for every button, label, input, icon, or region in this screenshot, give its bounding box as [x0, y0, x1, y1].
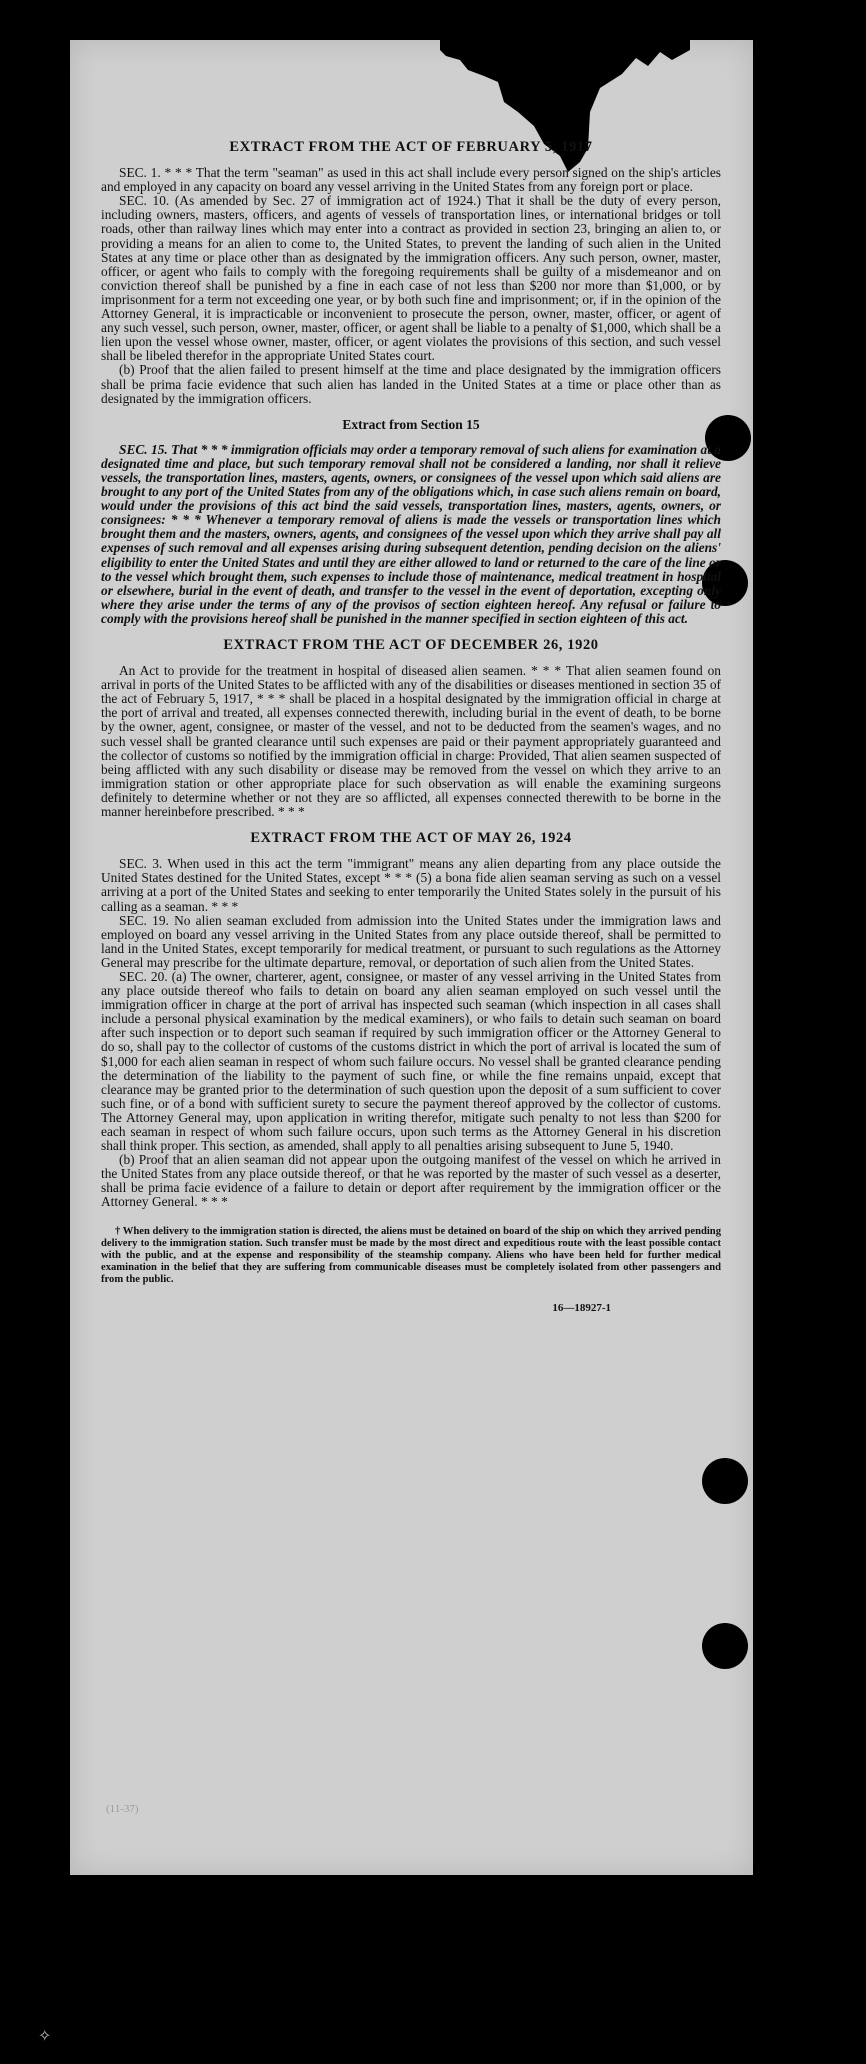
- act-1924-title: EXTRACT FROM THE ACT OF MAY 26, 1924: [250, 830, 572, 847]
- sec-1-paragraph: SEC. 1. * * * That the term "seaman" as used in this act shall include every person signed on the ship's articles and employed in any capacity on board any vessel arriving in the United States from any foreign port or place.: [101, 165, 721, 195]
- scanner-mark-icon: ✧: [38, 2028, 52, 2045]
- punch-hole-4: [702, 1623, 748, 1669]
- document-body: [101, 140, 721, 1315]
- form-number: 16—18927-1: [552, 1301, 611, 1314]
- faded-stamp: (11-37): [106, 1803, 139, 1815]
- sec-19-paragraph: SEC. 19. No alien seaman excluded from admission into the United States under the immigration laws and employed on board any vessel arriving in the United States from any place outside thereof, shall be permitted to land in the United States, except temporarily for medical treatment, or pursuant to such regulations as the Attorney General may prescribe for the ultimate departure, removal, or deportation of such alien from the United States.: [101, 912, 721, 970]
- sec-20-a-paragraph: SEC. 20. (a) The owner, charterer, agent, consignee, or master of any vessel arriving in the United States from any place outside thereof who fails to detain on board any alien seaman employed on such vessel until the immigration officer in charge at the port of arrival has inspected such seaman (which inspection in all cases shall include a personal physical examination by the medical examiners), or who fails to detain such seaman on board after such inspection or to deport such seaman if required by such immigration officer or the Attorney General to do so, shall pay to the collector of customs of the customs district in which the port of arrival is located the sum of $1,000 for each alien seaman in respect of whom such failure occurs. No vessel shall be granted clearance pending the determination of the liability to the payment of such fine, or while the fine remains unpaid, except that clearance may be granted prior to the determination of such question upon the deposit of a sum sufficient to cover such fine, or of a bond with sufficient surety to secure the payment thereof approved by the collector of customs. The Attorney General may, upon application in writing therefor, mitigate such penalty to not less than $200 for each seaman in respect of whom such failure occurs, upon such terms as the Attorney General in his discretion shall think proper. This section, as amended, shall apply to all penalties arising subsequent to June 5, 1940.: [101, 968, 721, 1154]
- sec-10-paragraph: SEC. 10. (As amended by Sec. 27 of immigration act of 1924.) That it shall be the duty of every person, including owners, masters, officers, and agents of vessels of transportation lines, or international bridges or toll roads, other than railway lines which may enter into a contract as provided in section 23, bringing an alien to, or providing a means for an alien to come to, the United States, to prevent the landing of such alien in the United States at any time or place other than as designated by the immigration officers. Any such person, owner, master, officer, or agent who fails to comply with the foregoing requirements shall be guilty of a misdemeanor and on conviction thereof shall be punished by a fine in each case of not less than $200 nor more than $1,000, or by imprisonment for a term not exceeding one year, or by both such fine and imprisonment; or, if in the opinion of the Attorney General, it is impracticable or inconvenient to prosecute the person, owner, master, officer, or agent of any such vessel, such person, owner, master, officer, or agent shall be liable to a penalty of $1,000, which shall be a lien upon the vessel whose owner, master, officer, or agent violates the provisions of this section, and such vessel shall be libeled therefor in the appropriate United States court.: [101, 193, 721, 364]
- sec-20-b-paragraph: (b) Proof that an alien seaman did not appear upon the outgoing manifest of the vessel on which he arrived in the United States from any place outside thereof, or that he was reported by the master of such vessel as a deserter, shall be prima facie evidence of a failure to detain or deport after requirement by the immigration officer or the Attorney General. * * *: [101, 1152, 721, 1210]
- sec-10-b-paragraph: (b) Proof that the alien failed to present himself at the time and place designated by the immigration officers shall be prima facie evidence that such alien has landed in the United States at a time or place other than as designated by the immigration officers.: [101, 362, 721, 406]
- document-page: [70, 40, 753, 1875]
- footnote-text: † When delivery to the immigration station is directed, the aliens must be detained on board of the ship on which they arrived pending delivery to the immigration station. Such transfer must be made by the most direct and expeditious route with the least possible contact with the public, and at the expense and responsibility of the steamship company. Aliens who have been held for further medical examination in the belief that they are suffering from communicable diseases must be completely isolated from other passengers and from the public.: [101, 1225, 721, 1286]
- sec-3-paragraph: SEC. 3. When used in this act the term "immigrant" means any alien departing from any place outside the United States destined for the United States, except * * * (5) a bona fide alien seaman serving as such on a vessel arriving at a port of the United States and seeking to enter temporarily the United States solely in the pursuit of his calling as a seaman. * * *: [101, 856, 721, 914]
- footnote: [101, 1226, 721, 1287]
- punch-hole-3: [702, 1458, 748, 1504]
- act-1920-paragraph: An Act to provide for the treatment in hospital of diseased alien seamen. * * * That alien seamen found on arrival in ports of the United States to be afflicted with any of the disabilities or diseases mentioned in section 35 of the act of February 5, 1917, * * * shall be placed in a hospital designated by the immigration official in charge at the port of arrival and treated, all expenses connected therewith, including burial in the event of death, to be borne by the owner, agent, consignee, or master of the vessel, and not to be deducted from the seamen's wages, and no such vessel shall be granted clearance until such expenses are paid or their payment appropriately guaranteed and the collector of customs so notified by the immigration official in charge: Provided, That alien seamen suspected of being afflicted with any such disability or disease may be removed from the vessel on which they arrive to an immigration station or other appropriate place for such observation as will enable the examining surgeons definitely to determine whether or not they are so afflicted, all expenses connected therewith to be borne in the manner hereinbefore prescribed. * * *: [101, 663, 721, 820]
- act-1917-title: EXTRACT FROM THE ACT OF FEBRUARY 5, 1917: [229, 139, 593, 155]
- sec-15-paragraph: SEC. 15. That * * * immigration officials may order a temporary removal of such aliens for examination at a designated time and place, but such temporary removal shall not be considered a landing, nor shall it relieve vessels, the transportation lines, masters, agents, owners, or consignees of the vessel upon which said aliens are brought to any port of the United States from any of the obligations which, in case such aliens remain on board, would under the provisions of this act bind the said vessels, transportation lines, masters, agents, owners, or consignees: * * * Whenever a temporary removal of aliens is made the vessels or transportation lines which brought them and the masters, owners, agents, and consignees of the vessel upon which they arrive shall pay all expenses of such removal and all expenses arising during subsequent detention, pending decision on the aliens' eligibility to enter the United States and until they are either allowed to land or returned to the care of the line or to the vessel which brought them, such expenses to include those of maintenance, medical treatment in hospital or elsewhere, burial in the event of death, and transfer to the vessel in the event of deportation, excepting only where they arise under the terms of any of the provisos of section eighteen hereof. Any refusal or failure to comply with the provisions hereof shall be punished in the manner specified in section eighteen of this act.: [101, 441, 721, 626]
- act-1920-title: EXTRACT FROM THE ACT OF DECEMBER 26, 1920: [223, 637, 599, 653]
- section-15-title: Extract from Section 15: [342, 416, 480, 432]
